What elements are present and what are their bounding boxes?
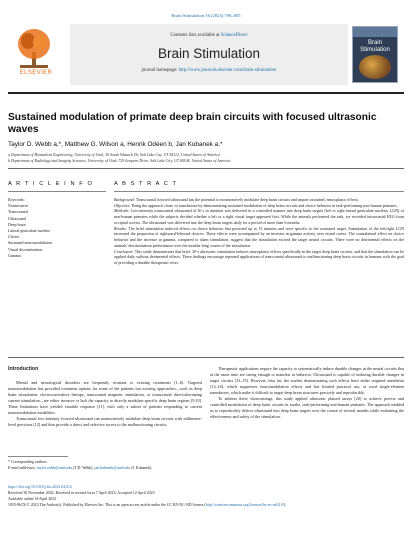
body-column-right [210, 366, 404, 420]
abstract-heading: A B S T R A C T [114, 181, 178, 187]
contents-prefix: Contents lists available at [170, 33, 221, 38]
introduction-heading: Introduction [8, 366, 39, 372]
email-prefix: E-mail addresses: [8, 465, 38, 470]
abstract-rule [114, 191, 404, 192]
elsevier-logo[interactable] [14, 26, 58, 84]
available-date: Available online 18 April 2023 [8, 497, 57, 502]
header-rule [8, 92, 404, 94]
abstract-results [114, 226, 404, 249]
homepage-line [70, 68, 348, 73]
abstract-text: The brief stimulation induced effects on choice behavior that persisted up to 15 minutes and were specific to the sonicated target. Stimulation of the left/right LGN increased the proportion of rightward/leftward choices. These effects were accompanied by an increase in gamma activity over visual cortex. The contralateral effect on choice behavior and the increase in gamma, compared to sham stimulation, suggest that the stimulation excited the target neural circuits. There were no detrimental effects on the animals' discrimination performance over the months-long course of the stimulation. [114, 225, 404, 248]
elsevier-tree-icon [14, 26, 54, 70]
keyword-item: Transcranial [8, 209, 28, 215]
article-authors[interactable]: Taylor D. Webb a,*, Matthew G. Wilson a, Henrik Odéen b, Jan Kubanek a,* [8, 141, 223, 148]
license-close: ). [284, 503, 287, 508]
email-note [8, 466, 202, 472]
abstract-text: Transcranial focused ultrasound has the potential to noninvasively modulate deep brain circuits and impart sustained, neuroplastic effects. [134, 197, 360, 202]
email-link-kubanek[interactable]: jan.kubanek@utah.edu [94, 465, 131, 470]
abstract-text: Bring the approach closer to translations by demonstrating sustained modulation of deep brain circuits and choice behavior in task-performing non-human primates. [130, 202, 398, 208]
abstract-text: Low-intensity transcranial ultrasound of 30 s in duration was delivered in a controlled manner into deep brain targets (left or right lateral geniculate nucleus; LGN) of non-human primates while the subjects decided whether a left or a right visual target appeared first. While the animals performed the task, we recorded intracranial EEG from occipital screws. The ultrasound was delivered into the deep brain targets daily for a period of more than 6 months. [114, 208, 404, 225]
contents-line [70, 33, 348, 38]
body-paragraph: Transcranial low-intensity focused ultrasound can noninvasively modulate deep brain circuits with millimeter-level precision [12] and thus provide a direct and selective access to the malfunctioning circuits. [8, 415, 202, 427]
corresponding-note: * Corresponding authors. [8, 460, 48, 464]
sciencedirect-link[interactable]: ScienceDirect [220, 33, 248, 38]
footnote-rule [8, 456, 68, 457]
article-title: Sustained modulation of primate deep brain circuits with focused ultrasonic waves [8, 112, 377, 136]
journal-citation[interactable]: Brain Stimulation 16 (2023) 798–805 [171, 13, 241, 18]
license-link[interactable]: http://creativecommons.org/licenses/by-nc-nd/4.0/ [205, 503, 285, 508]
keyword-item: Deep brain [8, 221, 26, 227]
affiliation-rule [8, 168, 404, 169]
abstract-label: Methods: [114, 208, 130, 214]
keyword-item: Noninvasive [8, 203, 29, 209]
keyword-item: Ultrasound [8, 215, 26, 221]
email-owner: (J. Kubanek). [130, 465, 153, 470]
keywords-label: Keywords: [8, 197, 26, 202]
body-paragraph: Therapeutic applications require the capacity to systematically induce durable changes in the neural circuits that at the same time are strong enough to manifest in behavior. Ultrasound is capable of inducing durable changes in target circuits [13–19]. However, thus far, the studies demonstrating such effects have either required anesthesia [13–16], which suppresses neuromodulation effects and has limited practical use, or used single-element transducers, which make it difficult to target deep brain structures precisely and reproducibly. [210, 366, 404, 396]
keyword-item: Sustained neuromodulation [8, 240, 52, 246]
journal-banner [70, 24, 348, 85]
abstract-conclusion [114, 249, 404, 266]
article-footer [8, 484, 404, 508]
abstract-label: Results: [114, 225, 128, 231]
email-link-webb[interactable]: taylor.webb@utah.edu [37, 465, 73, 470]
cover-brain-art [359, 55, 391, 79]
journal-cover-image[interactable] [352, 26, 398, 83]
abstract-body [114, 197, 404, 266]
keyword-item: Gamma [8, 252, 21, 258]
received-dates: Received 30 November 2022; Received in revised form 7 April 2023; Accepted 12 April 2023 [8, 491, 155, 496]
doi-link[interactable]: https://doi.org/10.1016/j.brs.2023.04.012 [8, 485, 72, 489]
email-owner: (T.D. Webb), [72, 465, 95, 470]
homepage-prefix: journal homepage: [141, 68, 179, 73]
keyword-item: Visual discrimination [8, 246, 43, 252]
journal-header [8, 24, 404, 86]
journal-title: Brain Stimulation [157, 46, 261, 61]
abstract-text: This study demonstrates that brief, 30-s ultrasonic stimulation induces neuroplastic effects specifically in the target deep brain circuits, and that the stimulation can be applied daily without detrimental effects. These findings encourage repeated applications of transcranial ultrasound to malfunctioning deep brain circuits in humans with the goal of providing a durable therapeutic reset. [114, 248, 404, 266]
footnotes [8, 460, 202, 472]
cover-title: Brain Stimulation [360, 40, 390, 53]
body-paragraph: To address these shortcomings, this study applied ultrasonic phased arrays [20] to achieve precise and controlled modulation of deep brain circuits in awake, task-performing non-human primates. The approach enabled us to reproducibly deliver ultrasound into deep brain targets over the course of several months while evaluating the effectiveness and safety of the stimulation. [210, 396, 404, 420]
affiliation-b: b Department of Radiology and Imaging Sciences, University of Utah, 729 Arapeen Drive, Salt Lake City, UT 84108, United States of America [8, 159, 231, 163]
body-column-left [8, 366, 202, 428]
keywords-list [8, 197, 106, 259]
elsevier-wordmark: ELSEVIER [19, 70, 53, 76]
license-text: 1935-861X/© 2023 The Author(s). Published by Elsevier Inc. This is an open access article under the CC BY-NC-ND license ( [8, 503, 206, 508]
abstract-label: Objective: [114, 202, 131, 208]
keyword-item: Choice [8, 234, 20, 240]
homepage-link[interactable]: http://www.journals.elsevier.com/brain-stimulation [178, 68, 277, 73]
abstract-label: Conclusion: [114, 248, 134, 254]
article-info-rule [8, 191, 106, 192]
keyword-item: Lateral geniculate nucleus [8, 227, 50, 233]
abstract-label: Background: [114, 197, 135, 202]
license-note [8, 502, 404, 508]
cover-strip [353, 27, 397, 37]
affiliation-a: a Department of Biomedical Engineering, University of Utah, 36 South Wasatch Dr, Salt Lake City, UT 84112, United States of America [8, 153, 220, 157]
abstract-end-rule [8, 357, 404, 358]
abstract-methods [114, 208, 404, 225]
body-paragraph: Mental and neurological disorders are frequently resistant to existing treatments [1–6]. Targeted neuromodulation has provided treatment options for some of the patients but existing approaches—such as deep brain stimulation, electroconvulsive therapy, transcranial magnetic stimulation, or transcranial direct/alternating current stimulation—are either invasive or lack the capacity to directly modulate specific deep brain regions [9,10]. These limitations have yielded variable response [11], with only a subset of patients responding to current neuromodulation modalities. [8, 379, 202, 415]
article-info-heading: A R T I C L E I N F O [8, 181, 94, 187]
